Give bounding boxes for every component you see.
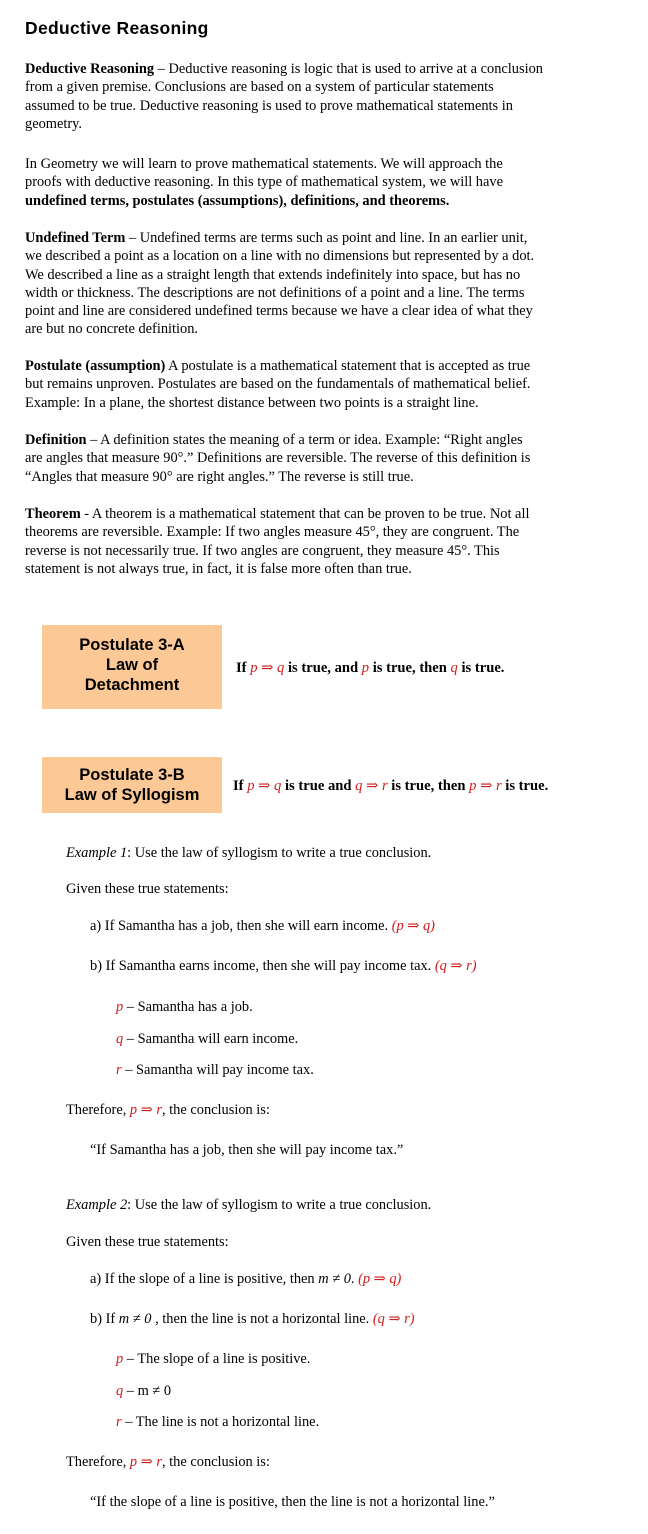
term-definition: Definition [25, 432, 87, 448]
term-undefined-term: Undefined Term [25, 230, 126, 246]
implication-p-q: p ⇒ q [250, 660, 285, 676]
page-title: Deductive Reasoning [25, 18, 209, 38]
example-2-def-p: p – The slope of a line is positive. [116, 1351, 311, 1367]
example-2-statement-b: b) If m ≠ 0 , then the line is not a horizontal line. (q ⇒ r) [90, 1311, 415, 1327]
example-2-heading: Example 2: Use the law of syllogism to write a true conclusion. [66, 1197, 432, 1213]
example-1-heading: Example 1: Use the law of syllogism to write a true conclusion. [66, 845, 432, 861]
paragraph-line: width or thickness. The descriptions are not definitions of a point and a line. The terms [25, 284, 525, 301]
paragraph-line: Undefined Term – Undefined terms are terms such as point and line. In an earlier unit, [25, 230, 528, 246]
example-2-given: Given these true statements: [66, 1234, 229, 1250]
implication-q-r: q ⇒ r [355, 778, 388, 794]
postulate-paragraph [25, 357, 625, 412]
term-postulate: Postulate (assumption) [25, 358, 166, 374]
undefined-term-paragraph [25, 229, 625, 339]
example-1-statement-b: b) If Samantha earns income, then she will pay income tax. (q ⇒ r) [90, 958, 477, 974]
example-1-therefore: Therefore, p ⇒ r, the conclusion is: [66, 1102, 270, 1118]
paragraph-line: geometry. [25, 115, 83, 132]
law-of-syllogism-statement: If p ⇒ q is true and q ⇒ r is true, then p ⇒ r is true. [233, 778, 549, 794]
paragraph-line: Example: In a plane, the shortest distance between two points is a straight line. [25, 394, 479, 411]
paragraph-bold-line: undefined terms, postulates (assumptions), definitions, and theorems. [25, 192, 450, 209]
paragraph-line: Postulate (assumption) A postulate is a mathematical statement that is accepted as true [25, 358, 531, 374]
paragraph-line: are angles that measure 90°.” Definitions are reversible. The reverse of this definition is [25, 450, 531, 467]
definition-paragraph [25, 431, 625, 486]
paragraph-line: statement is not always true, in fact, it is false more often than true. [25, 560, 412, 577]
paragraph-line: proofs with deductive reasoning. In this type of mathematical system, we will have [25, 174, 503, 191]
example-1-statement-a: a) If Samantha has a job, then she will earn income. (p ⇒ q) [90, 918, 435, 934]
paragraph-line: Deductive Reasoning – Deductive reasoning is logic that is used to arrive at a conclusion [25, 61, 543, 77]
postulate-3b-box: Postulate 3-B Law of Syllogism [42, 757, 222, 813]
law-of-detachment-statement: If p ⇒ q is true, and p is true, then q is true. [236, 660, 505, 676]
paragraph-line: In Geometry we will learn to prove mathematical statements. We will approach the [25, 156, 503, 172]
postulate-3a-box: Postulate 3-A Law of Detachment [42, 625, 222, 709]
paragraph-line: “Angles that measure 90° are right angles.” The reverse is still true. [25, 468, 414, 485]
paragraph-line: but remains unproven. Postulates are based on the fundamentals of mathematical belief. [25, 376, 531, 393]
implication-p-q: p ⇒ q [247, 778, 282, 794]
paragraph-line: are but no concrete definition. [25, 321, 199, 338]
example-1-given: Given these true statements: [66, 881, 229, 897]
example-1-def-q: q – Samantha will earn income. [116, 1031, 299, 1047]
paragraph-line: reverse is not necessarily true. If two angles are congruent, they measure 45°. This [25, 542, 500, 559]
example-2-therefore: Therefore, p ⇒ r, the conclusion is: [66, 1454, 270, 1470]
paragraph-line: We described a line as a straight length that extends indefinitely into space, but has no [25, 266, 521, 283]
paragraph-line: theorems are reversible. Example: If two angles measure 45°, they are congruent. The [25, 524, 520, 541]
example-2-def-q: q – m ≠ 0 [116, 1383, 172, 1399]
theorem-paragraph [25, 505, 625, 578]
paragraph-line: Theorem - A theorem is a mathematical statement that can be proven to be true. Not all [25, 506, 530, 522]
deductive-reasoning-paragraph [25, 60, 625, 133]
example-2-statement-a: a) If the slope of a line is positive, then m ≠ 0. (p ⇒ q) [90, 1271, 402, 1287]
implication-p-r: p ⇒ r [469, 778, 502, 794]
paragraph-line: we described a point as a location on a line with no dimensions but represented by a dot. [25, 248, 535, 265]
example-1-def-r: r – Samantha will pay income tax. [116, 1062, 314, 1078]
paragraph-line: from a given premise. Conclusions are based on a system of particular statements [25, 79, 494, 96]
geometry-paragraph [25, 155, 625, 210]
term-theorem: Theorem [25, 506, 81, 522]
term-deductive-reasoning: Deductive Reasoning [25, 61, 155, 77]
example-1-conclusion: “If Samantha has a job, then she will pay income tax.” [90, 1142, 404, 1158]
example-2-def-r: r – The line is not a horizontal line. [116, 1414, 320, 1430]
example-1-def-p: p – Samantha has a job. [116, 999, 253, 1015]
paragraph-line: point and line are considered undefined terms because we have a clear idea of what they [25, 303, 533, 320]
example-2-conclusion: “If the slope of a line is positive, then the line is not a horizontal line.” [90, 1494, 495, 1510]
paragraph-line: Definition – A definition states the meaning of a term or idea. Example: “Right angles [25, 432, 523, 448]
paragraph-line: assumed to be true. Deductive reasoning is used to prove mathematical statements in [25, 97, 513, 114]
